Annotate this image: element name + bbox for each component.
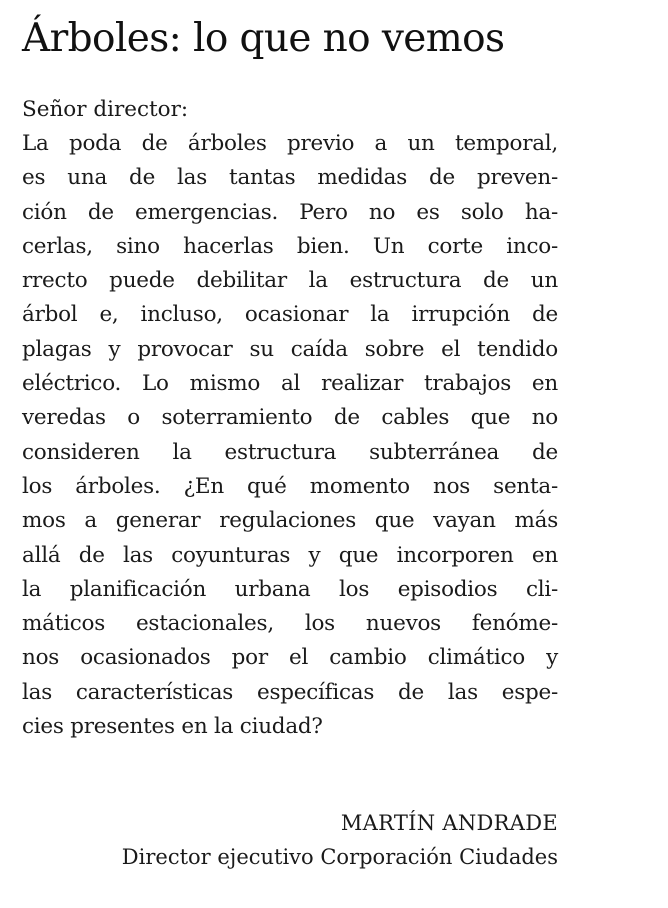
body-line: la planificación urbana los episodios cli- [22,576,558,602]
body-line: ción de emergencias. Pero no es solo ha- [22,199,558,225]
body-line: La poda de árboles previo a un temporal, [22,131,558,156]
body-line: máticos estacionales, los nuevos fenóme- [22,611,558,637]
letter-body [22,127,558,744]
body-line: las características específicas de las espe- [22,679,558,705]
body-line: plagas y provocar su caída sobre el tendido [22,336,558,362]
body-line: árbol e, incluso, ocasionar la irrupción de [22,302,558,328]
body-line: nos ocasionados por el cambio climático y [22,645,558,671]
salutation: Señor director: [22,97,189,122]
body-line: veredas o soterramiento de cables que no [22,405,558,431]
body-line: rrecto puede debilitar la estructura de un [22,268,558,294]
letter-to-editor [22,0,558,908]
body-line: consideren la estructura subterránea de [22,439,558,465]
body-line: cies presentes en la ciudad? [22,714,323,740]
letter-title: Árboles: lo que no vemos [22,16,505,61]
signature-role: Director ejecutivo Corporación Ciudades [121,845,558,869]
body-line: es una de las tantas medidas de preven- [22,165,558,191]
body-line: eléctrico. Lo mismo al realizar trabajos en [22,371,558,397]
body-line: los árboles. ¿En qué momento nos senta- [22,473,558,499]
body-line: mos a generar regulaciones que vayan más [22,508,558,534]
body-line: allá de las coyunturas y que incorporen en [22,542,558,568]
body-line: cerlas, sino hacerlas bien. Un corte inco- [22,233,558,259]
signature-name: MARTÍN ANDRADE [340,811,558,835]
